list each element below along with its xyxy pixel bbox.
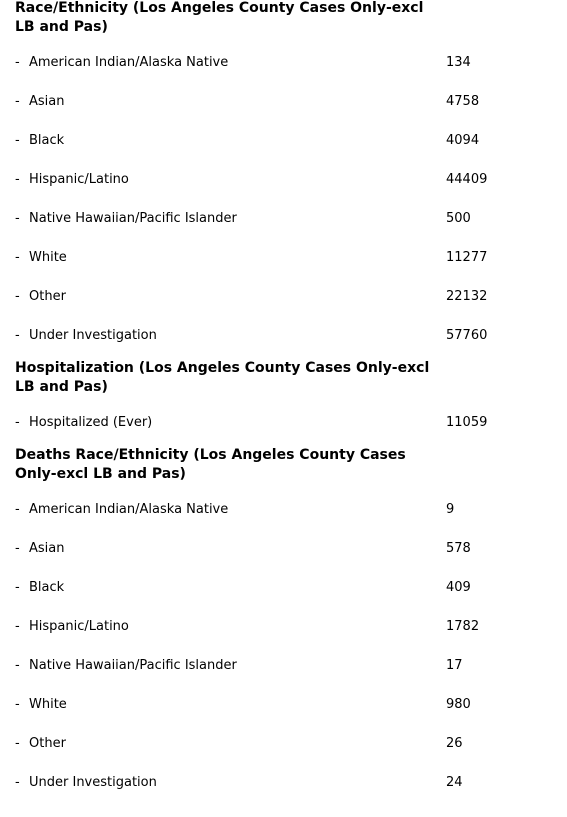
row-prefix: -	[15, 657, 20, 673]
row-prefix: -	[15, 171, 20, 187]
row-prefix: -	[15, 93, 20, 109]
row-label: Under Investigation	[29, 327, 157, 343]
table-row	[11, 277, 541, 316]
row-value: 980	[446, 696, 471, 712]
table-row	[11, 646, 541, 685]
row-prefix: -	[15, 618, 20, 634]
row-value: 17	[446, 657, 463, 673]
row-prefix: -	[15, 249, 20, 265]
row-label: White	[29, 696, 67, 712]
row-value: 4094	[446, 132, 480, 148]
row-label: Black	[29, 132, 65, 148]
row-label: Other	[29, 288, 66, 304]
row-prefix: -	[15, 288, 20, 304]
table-row	[11, 316, 541, 355]
row-prefix: -	[15, 501, 20, 517]
table-row	[11, 160, 541, 199]
table-row	[11, 43, 541, 82]
row-prefix: -	[15, 414, 20, 430]
row-value: 11277	[446, 249, 488, 265]
table-row	[11, 529, 541, 568]
table-row	[11, 724, 541, 763]
row-prefix: -	[15, 735, 20, 751]
row-value: 24	[446, 774, 463, 790]
row-prefix: -	[15, 54, 20, 70]
section-header	[11, 0, 541, 43]
row-value: 134	[446, 54, 471, 70]
row-value: 9	[446, 501, 455, 517]
row-value: 57760	[446, 327, 488, 343]
row-prefix: -	[15, 540, 20, 556]
row-value: 11059	[446, 414, 488, 430]
table-row	[11, 238, 541, 277]
table-row	[11, 82, 541, 121]
row-label: Native Hawaiian/Pacific Islander	[29, 210, 237, 226]
row-value: 500	[446, 210, 471, 226]
table-row	[11, 568, 541, 607]
table-row	[11, 121, 541, 160]
row-value: 1782	[446, 618, 480, 634]
row-label: Native Hawaiian/Pacific Islander	[29, 657, 237, 673]
row-value: 26	[446, 735, 463, 751]
row-prefix: -	[15, 327, 20, 343]
row-value: 578	[446, 540, 471, 556]
section-title: Deaths Race/Ethnicity (Los Angeles County Cases Only-excl LB and Pas)	[15, 447, 406, 482]
row-prefix: -	[15, 696, 20, 712]
table-row	[11, 490, 541, 529]
row-label: Asian	[29, 93, 65, 109]
row-prefix: -	[15, 774, 20, 790]
row-label: American Indian/Alaska Native	[29, 501, 229, 517]
row-value: 409	[446, 579, 471, 595]
section-title: Hospitalization (Los Angeles County Cases Only-excl LB and Pas)	[15, 360, 430, 395]
table-row	[11, 763, 541, 802]
row-value: 44409	[446, 171, 488, 187]
row-label: Hospitalized (Ever)	[29, 414, 153, 430]
section-title: Race/Ethnicity (Los Angeles County Cases Only-excl LB and Pas)	[15, 0, 424, 35]
table-row	[11, 685, 541, 724]
row-label: Asian	[29, 540, 65, 556]
section-header	[11, 355, 541, 403]
row-prefix: -	[15, 132, 20, 148]
section-header	[11, 442, 541, 490]
row-value: 22132	[446, 288, 488, 304]
row-label: White	[29, 249, 67, 265]
row-label: Other	[29, 735, 66, 751]
table-row	[11, 607, 541, 646]
stats-table	[11, 0, 541, 802]
row-label: Black	[29, 579, 65, 595]
row-label: American Indian/Alaska Native	[29, 54, 229, 70]
row-label: Hispanic/Latino	[29, 618, 129, 634]
row-prefix: -	[15, 210, 20, 226]
table-row	[11, 403, 541, 442]
row-label: Hispanic/Latino	[29, 171, 129, 187]
table-row	[11, 199, 541, 238]
row-prefix: -	[15, 579, 20, 595]
row-label: Under Investigation	[29, 774, 157, 790]
row-value: 4758	[446, 93, 480, 109]
